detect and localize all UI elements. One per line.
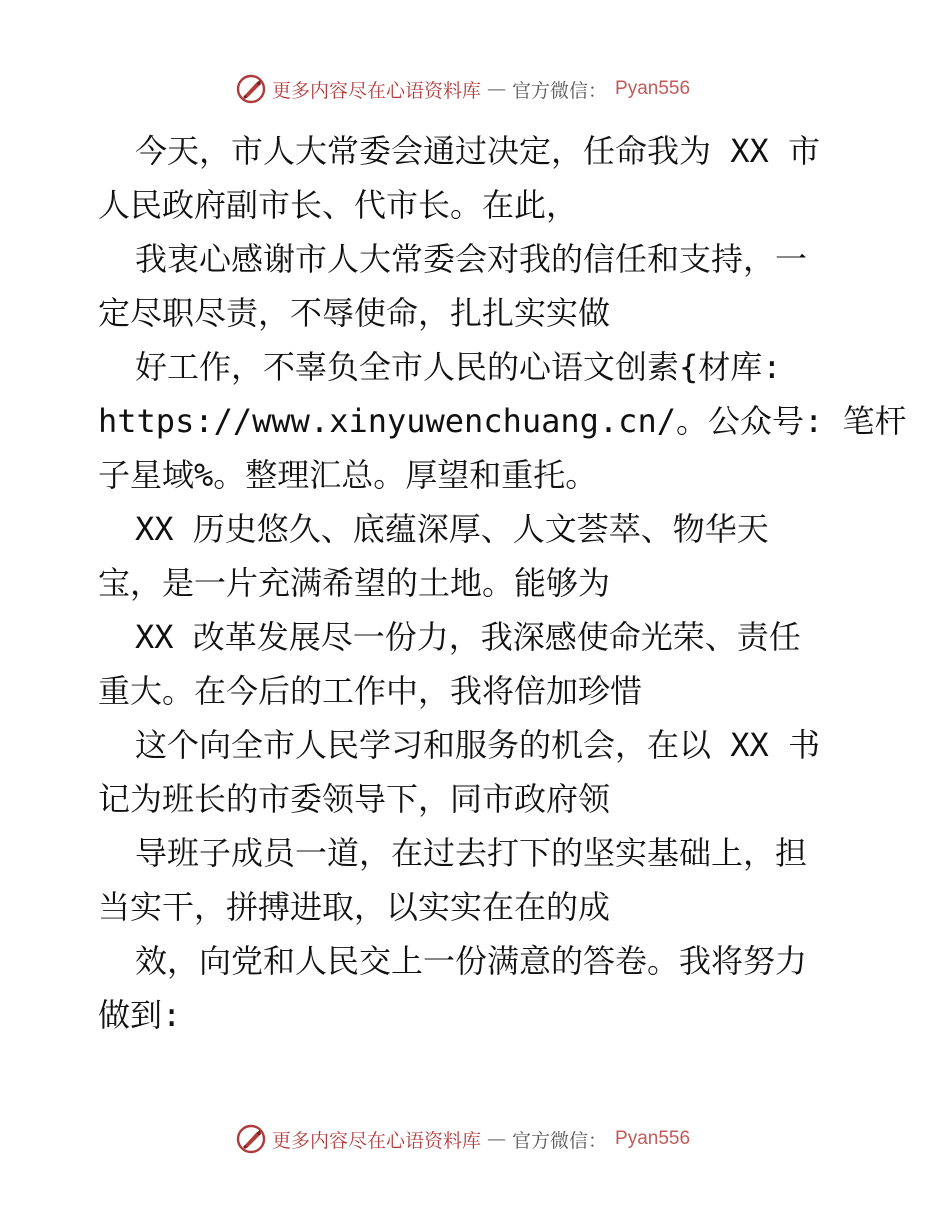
text-line: 当实干，拼搏进取，以实实在在的成	[98, 888, 611, 926]
text-line: 导班子成员一道，在过去打下的坚实基础上，担	[135, 834, 808, 872]
text-line: 记为班长的市委领导下，同市政府领	[98, 780, 611, 818]
quill-pen-logo-icon	[236, 74, 266, 104]
text-line: 效，向党和人民交上一份满意的答卷。我将努力	[135, 942, 808, 980]
text-line: https://www.xinyuwenchuang.cn/。公众号: 笔杆	[98, 402, 907, 440]
watermark-wechat-id: Pyan556	[615, 78, 691, 99]
text-line: 重大。在今后的工作中，我将倍加珍惜	[98, 672, 643, 710]
text-line: 做到:	[98, 996, 182, 1034]
text-line: 我衷心感谢市人大常委会对我的信任和支持，一	[135, 240, 808, 278]
watermark-label: 更多内容尽在心语资料库	[272, 1129, 482, 1152]
text-line: 子星域%。整理汇总。厚望和重托。	[98, 456, 598, 494]
text-line: 这个向全市人民学习和服务的机会，在以 XX 书	[135, 726, 821, 764]
text-line: 宝，是一片充满希望的土地。能够为	[98, 564, 611, 602]
watermark-official-label: 官方微信：	[512, 79, 608, 102]
text-line: XX 历史悠久、底蕴深厚、人文荟萃、物华天	[135, 510, 769, 548]
header-watermark	[236, 72, 690, 106]
quill-pen-logo-icon	[236, 1124, 266, 1154]
watermark-official-label: 官方微信：	[512, 1129, 608, 1152]
watermark-separator: —	[487, 78, 507, 100]
text-line: XX 改革发展尽一份力，我深感使命光荣、责任	[135, 618, 801, 656]
footer-watermark	[236, 1122, 690, 1156]
text-line: 定尽职尽责，不辱使命，扎扎实实做	[98, 294, 611, 332]
watermark-label: 更多内容尽在心语资料库	[272, 79, 482, 102]
document-body	[98, 124, 907, 1042]
text-line: 人民政府副市长、代市长。在此，	[98, 186, 579, 224]
watermark-separator: —	[487, 1128, 507, 1150]
text-line: 今天，市人大常委会通过决定，任命我为 XX 市	[135, 132, 821, 170]
watermark-wechat-id: Pyan556	[615, 1128, 691, 1149]
text-line: 好工作，不辜负全市人民的心语文创素{材库:	[135, 348, 782, 386]
